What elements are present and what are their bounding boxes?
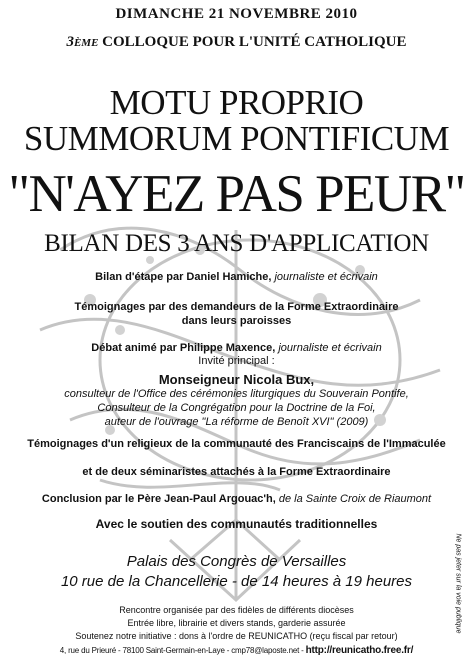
temoignages-line-2: dans leurs paroisses bbox=[181, 315, 292, 327]
debat-role: journaliste et écrivain bbox=[278, 342, 382, 354]
conclusion-place: de la Sainte Croix de Riaumont bbox=[278, 493, 432, 505]
footer-address: 4, rue du Prieuré - 78100 Saint-Germain-en-Laye - cmp78@laposte.net - bbox=[59, 646, 306, 655]
debat-moderator: Débat animé par Philippe Maxence, bbox=[91, 342, 279, 354]
religieux-line-1: Témoignages d'un religieux de la communauté des Franciscains de l'Immaculée bbox=[27, 438, 446, 450]
guest-description-1: consulteur de l'Office des cérémonies liturgiques du Souverain Pontife, bbox=[64, 388, 409, 400]
motu-proprio-title: MOTU PROPRIO bbox=[109, 83, 364, 122]
bilan-role: journaliste et écrivain bbox=[274, 271, 378, 283]
guest-book-prefix: auteur de l'ouvrage bbox=[104, 416, 202, 428]
side-note: Ne pas jeter sur la voie publique bbox=[454, 533, 462, 634]
bilan-subtitle: BILAN DES 3 ANS D'APPLICATION bbox=[44, 230, 429, 257]
website-link[interactable]: http://reunicatho.free.fr/ bbox=[305, 645, 414, 656]
footer-organised: Rencontre organisée par des fidèles de différents diocèses bbox=[119, 605, 354, 615]
venue-address-time: 10 rue de la Chancellerie - de 14 heures à 19 heures bbox=[60, 573, 413, 590]
colloque-title: COLLOQUE POUR L'UNITÉ CATHOLIQUE bbox=[98, 34, 407, 50]
soutien-line: Avec le soutien des communautés traditionnelles bbox=[95, 517, 378, 531]
summorum-pontificum-title: SUMMORUM PONTIFICUM bbox=[23, 119, 450, 158]
colloque-line bbox=[0, 34, 473, 51]
guest-name: Monseigneur Nicola Bux, bbox=[158, 372, 315, 387]
guest-description-3 bbox=[0, 416, 473, 428]
temoignages-line-1: Témoignages par des demandeurs de la Forme Extraordinaire bbox=[74, 301, 399, 313]
invite-label: Invité principal : bbox=[198, 355, 275, 367]
event-date: DIMANCHE 21 NOVEMBRE 2010 bbox=[115, 6, 358, 22]
colloque-ordinal: 3ème bbox=[66, 34, 99, 50]
guest-book-title: "La réforme de Benoît XVI" bbox=[201, 416, 334, 428]
footer-contact bbox=[0, 645, 473, 656]
bilan-line bbox=[0, 271, 473, 283]
conclusion-speaker: Conclusion par le Père Jean-Paul Argouac'h, bbox=[41, 493, 279, 505]
slogan-title: "N'AYEZ PAS PEUR" bbox=[8, 165, 465, 223]
guest-description-2: Consulteur de la Congrégation pour la Doctrine de la Foi, bbox=[97, 402, 376, 414]
guest-book-year: (2009) bbox=[333, 416, 369, 428]
religieux-line-2: et de deux séminaristes attachés à la Forme Extraordinaire bbox=[82, 466, 391, 478]
debat-line bbox=[0, 342, 473, 354]
footer-entry: Entrée libre, librairie et divers stands, garderie assurée bbox=[127, 618, 346, 628]
conclusion-line bbox=[0, 493, 473, 505]
footer-donation: Soutenez notre initiative : dons à l'ordre de REUNICATHO (reçu fiscal par retour) bbox=[75, 631, 398, 641]
venue-name: Palais des Congrès de Versailles bbox=[126, 553, 347, 570]
bilan-speaker: Bilan d'étape par Daniel Hamiche, bbox=[95, 271, 275, 283]
